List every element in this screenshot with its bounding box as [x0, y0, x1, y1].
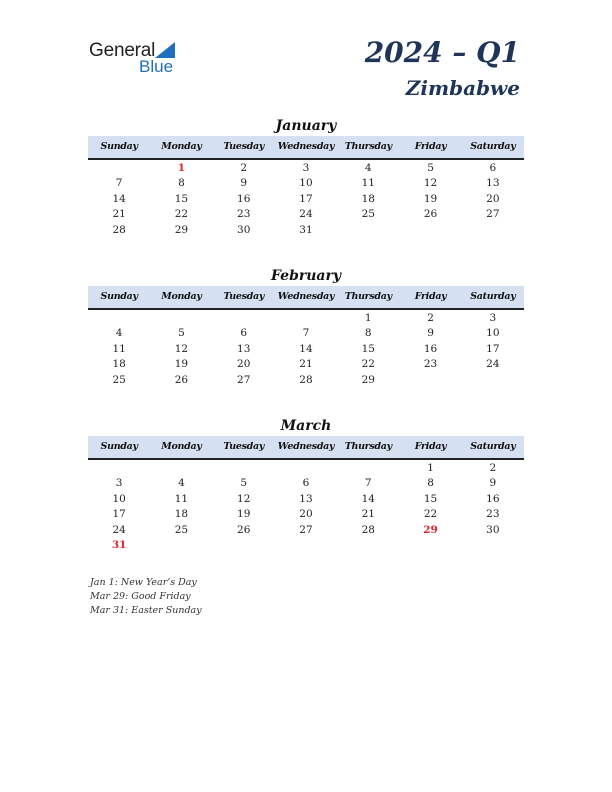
day-cell: 18: [112, 358, 126, 371]
week-row: [88, 476, 524, 491]
day-cell: 21: [299, 358, 313, 371]
logo-text-general: General: [89, 40, 156, 61]
week-row: [88, 161, 524, 176]
day-cell: 6: [302, 477, 310, 490]
month-name: January: [275, 118, 337, 134]
day-cell: 30: [486, 523, 500, 536]
day-cell: 4: [178, 477, 185, 490]
month-name: February: [270, 268, 341, 284]
day-cell: 27: [486, 208, 500, 221]
page-title: 2024 – Q1: [364, 36, 520, 69]
day-cell: [337, 461, 399, 476]
day-cell: 5: [240, 477, 248, 490]
day-cell: 8: [364, 327, 372, 340]
day-cell: 14: [361, 492, 375, 505]
day-cell: 29: [174, 223, 189, 236]
day-cell: 17: [299, 192, 313, 205]
day-cell: 26: [237, 523, 251, 536]
weekday-label: Saturday: [470, 141, 516, 152]
day-cell: 10: [486, 327, 500, 340]
day-cell: 10: [299, 177, 313, 190]
day-cell: 8: [427, 477, 434, 490]
day-cell: 2: [427, 312, 434, 324]
day-cell: 2: [240, 162, 248, 174]
day-cell: 19: [423, 192, 438, 205]
weekday-label: Tuesday: [223, 291, 265, 302]
day-cell: 12: [423, 177, 438, 190]
weekday-label: Thursday: [344, 291, 392, 302]
weekday-label: Wednesday: [277, 441, 335, 452]
day-cell: 6: [240, 327, 248, 340]
day-cell: 7: [115, 177, 123, 190]
week-row: [88, 461, 524, 476]
day-cell: 23: [423, 358, 438, 371]
day-cell: [337, 223, 399, 238]
weekday-header: [88, 436, 524, 460]
day-cell: 26: [174, 373, 189, 386]
weekday-label: Friday: [414, 291, 447, 302]
day-cell: 11: [361, 177, 375, 190]
weekday-label: Friday: [414, 441, 447, 452]
day-cell: 27: [237, 373, 251, 386]
day-cell: 1: [427, 462, 434, 474]
weekday-label: Tuesday: [223, 441, 265, 452]
day-cell: 6: [489, 162, 497, 174]
week-row: [88, 207, 524, 222]
day-cell: 22: [361, 358, 375, 371]
weekday-label: Saturday: [470, 291, 516, 302]
day-cell: [275, 538, 337, 553]
day-cell: 1: [364, 312, 372, 324]
day-cell: 15: [423, 492, 438, 505]
day-cell: 21: [361, 508, 375, 521]
weekday-header: [88, 136, 524, 160]
week-row: [88, 342, 524, 357]
day-cell: 4: [364, 162, 372, 174]
day-cell: [275, 311, 337, 326]
week-row: [88, 176, 524, 191]
week-row: [88, 223, 524, 238]
month-february: [88, 266, 524, 388]
day-cell: [213, 538, 275, 553]
day-cell: 7: [364, 477, 372, 490]
day-cell: 25: [361, 208, 375, 221]
weekday-label: Monday: [161, 141, 202, 152]
day-cell: 23: [237, 208, 251, 221]
weekday-label: Wednesday: [277, 141, 335, 152]
day-cell: [88, 311, 150, 326]
day-cell: [462, 538, 524, 553]
logo-triangle-icon: [155, 42, 175, 58]
day-cell: 25: [112, 373, 126, 386]
week-row: [88, 192, 524, 207]
week-row: [88, 326, 524, 341]
day-cell: [88, 461, 150, 476]
day-cell: 27: [299, 523, 313, 536]
day-cell: 29: [361, 373, 375, 386]
weekday-label: Sunday: [100, 441, 138, 452]
day-cell: 13: [237, 342, 251, 355]
day-cell: [213, 311, 275, 326]
day-cell: 9: [240, 177, 248, 190]
day-cell: 22: [423, 508, 438, 521]
day-cell: 28: [299, 373, 313, 386]
day-cell: 20: [299, 508, 313, 521]
month-january: [88, 116, 524, 238]
week-row: [88, 311, 524, 326]
day-cell: 15: [361, 342, 375, 355]
day-cell: 26: [423, 208, 438, 221]
holiday-note: Mar 29: Good Friday: [90, 591, 191, 602]
holiday-notes: [90, 576, 202, 618]
week-row: [88, 373, 524, 388]
weekday-label: Friday: [414, 141, 447, 152]
day-cell: 12: [174, 342, 189, 355]
logo-text-blue: Blue: [139, 57, 174, 76]
weekday-label: Saturday: [470, 441, 516, 452]
day-cell: [337, 538, 399, 553]
day-cell: 17: [112, 508, 126, 521]
day-cell: 22: [174, 208, 189, 221]
day-cell: 9: [427, 327, 434, 340]
day-cell: 7: [302, 327, 310, 340]
day-cell: 2: [489, 462, 497, 474]
day-cell: 5: [427, 162, 434, 174]
day-cell: 20: [486, 192, 500, 205]
day-cell: [275, 461, 337, 476]
day-cell: 18: [361, 192, 375, 205]
weekday-label: Tuesday: [223, 141, 265, 152]
day-cell: [150, 311, 212, 326]
day-cell: 13: [486, 177, 500, 190]
day-cell: 3: [115, 477, 123, 490]
day-cell: 8: [178, 177, 185, 190]
day-cell: 14: [112, 192, 126, 205]
day-cell: 12: [237, 492, 251, 505]
day-cell: 24: [112, 523, 126, 536]
weekday-label: Thursday: [344, 441, 392, 452]
month-march: [88, 416, 524, 553]
weekday-label: Monday: [161, 441, 202, 452]
day-cell: 4: [115, 327, 123, 340]
day-cell: 16: [423, 342, 438, 355]
weekday-label: Monday: [161, 291, 202, 302]
day-cell: 18: [174, 508, 189, 521]
day-cell: 9: [489, 477, 497, 490]
day-cell: 24: [486, 358, 500, 371]
day-cell: [399, 538, 461, 553]
day-cell: 23: [486, 508, 500, 521]
holiday-note: Mar 31: Easter Sunday: [90, 605, 202, 616]
week-row: [88, 492, 524, 507]
weeks-grid: [88, 460, 524, 553]
holiday-note: Jan 1: New Year’s Day: [90, 577, 197, 588]
weekday-header: [88, 286, 524, 310]
day-cell: 28: [361, 523, 375, 536]
day-cell: [150, 538, 212, 553]
month-name: March: [280, 418, 332, 434]
week-row: [88, 523, 524, 538]
day-cell: 31: [299, 223, 313, 236]
brand-logo: [89, 40, 189, 76]
day-cell: 3: [302, 162, 310, 174]
day-cell: 11: [112, 342, 126, 355]
day-cell: 30: [237, 223, 251, 236]
day-cell: 24: [299, 208, 313, 221]
day-cell: 25: [174, 523, 189, 536]
weekday-label: Sunday: [100, 291, 138, 302]
holiday-day-cell: 1: [177, 162, 186, 174]
day-cell: [462, 373, 524, 388]
day-cell: 3: [489, 312, 497, 324]
day-cell: 20: [237, 358, 251, 371]
day-cell: 5: [178, 327, 185, 340]
day-cell: 13: [299, 492, 313, 505]
day-cell: 21: [112, 208, 126, 221]
weekday-label: Thursday: [344, 141, 392, 152]
day-cell: 14: [299, 342, 313, 355]
week-row: [88, 538, 524, 553]
day-cell: 16: [486, 492, 500, 505]
day-cell: 17: [486, 342, 500, 355]
day-cell: 19: [237, 508, 251, 521]
holiday-day-cell: 31: [111, 538, 127, 551]
holiday-day-cell: 29: [423, 523, 438, 536]
day-cell: [462, 223, 524, 238]
day-cell: [399, 373, 461, 388]
day-cell: 19: [174, 358, 189, 371]
day-cell: [88, 161, 150, 176]
weekday-label: Wednesday: [277, 291, 335, 302]
weekday-label: Sunday: [100, 141, 138, 152]
day-cell: 10: [112, 492, 126, 505]
country-subtitle: Zimbabwe: [405, 76, 520, 100]
weeks-grid: [88, 310, 524, 388]
day-cell: 11: [174, 492, 189, 505]
day-cell: 15: [174, 192, 189, 205]
week-row: [88, 507, 524, 522]
day-cell: 28: [112, 223, 126, 236]
day-cell: 16: [237, 192, 251, 205]
day-cell: [213, 461, 275, 476]
weeks-grid: [88, 160, 524, 238]
week-row: [88, 357, 524, 372]
day-cell: [150, 461, 212, 476]
day-cell: [399, 223, 461, 238]
